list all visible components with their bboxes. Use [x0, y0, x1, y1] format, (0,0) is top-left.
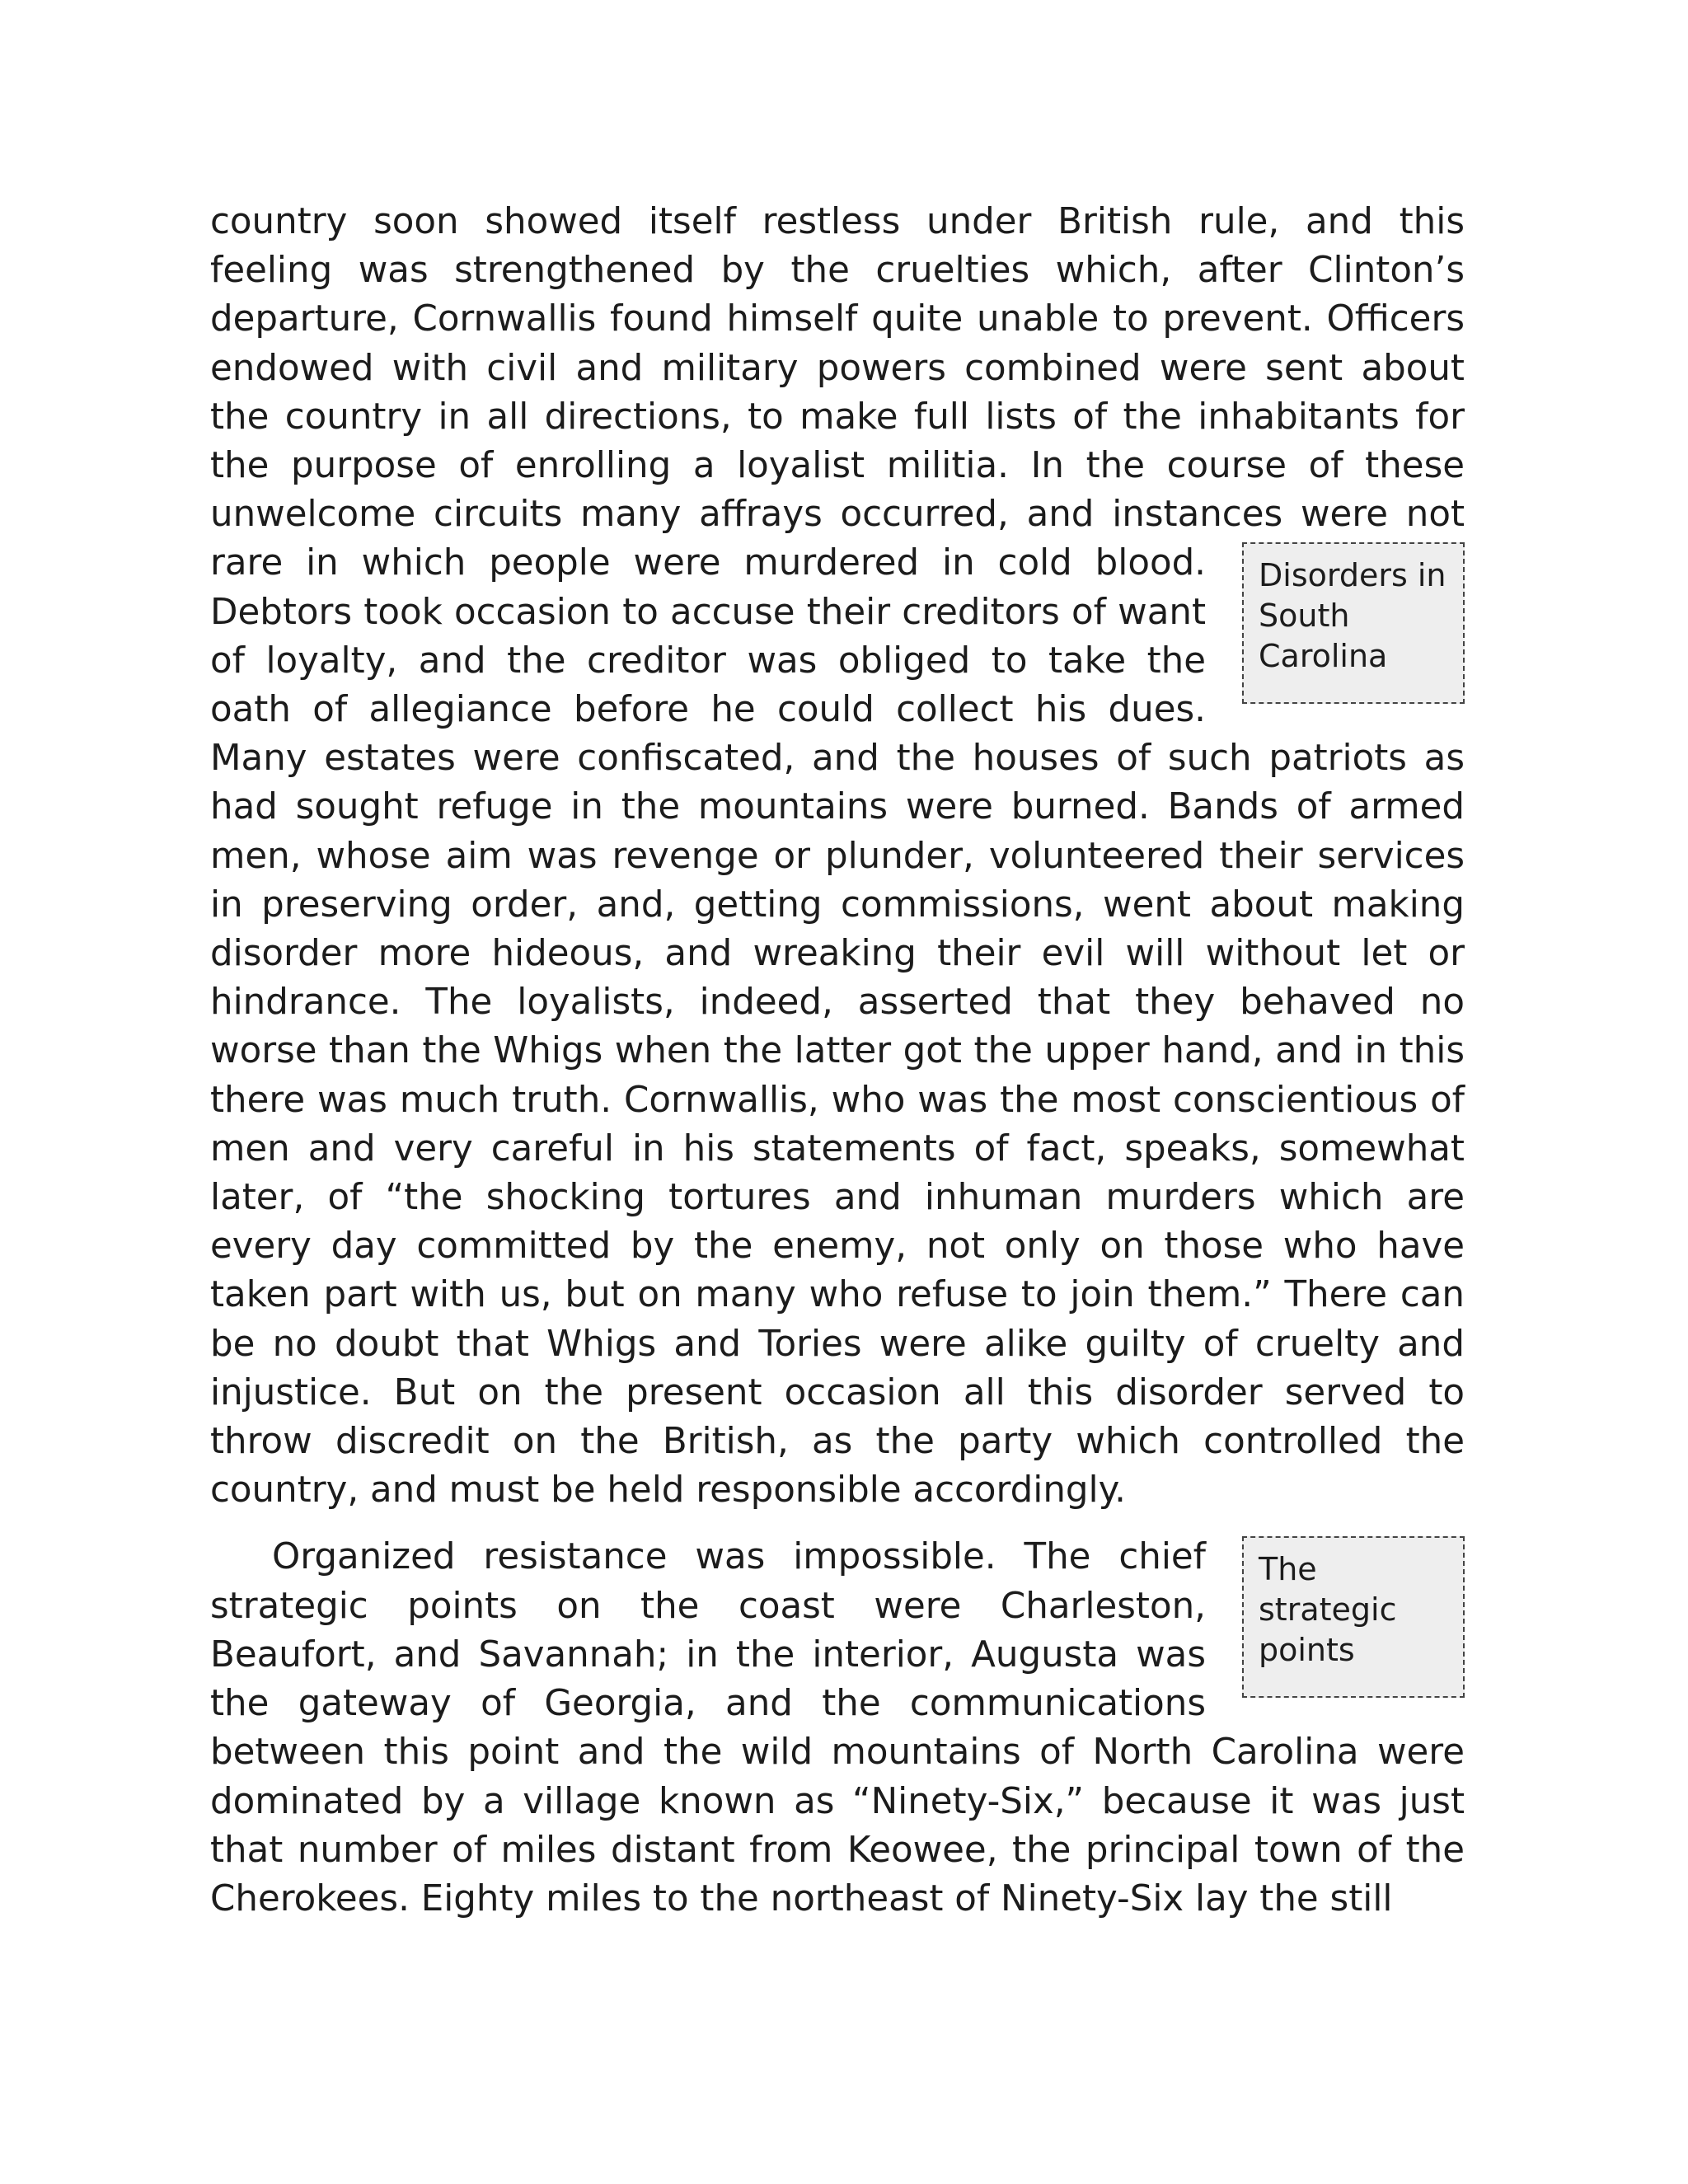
sidenote-strategic-points: The strategic points: [1242, 1536, 1465, 1698]
sidenote-disorders-in-south-carolina: Disorders in South Carolina: [1242, 542, 1465, 704]
page-body: [210, 198, 1465, 1924]
paragraph-disorders: [210, 198, 1465, 1515]
paragraph-strategic-points-text: Organized resistance was impossible. The chief strategic points on the coast were Charleston, Beaufort, and Savannah; in the interior, Augusta was the gateway of Georgia, and the communications between this point and the wild mountains of North Carolina were dominated by a village known as “Ninety-Six,” because it was just that number of miles distant from Keowee, the principal town of the Cherokees. Eighty miles to the northeast of Ninety-Six lay the still: [210, 1536, 1465, 1919]
paragraph-disorders-text-rest: were murdered in cold blood. Debtors took occasion to accuse their creditors of want of loyalty, and the creditor was obliged to take the oath of allegiance before he could collect his dues. Many estates were confiscated, and the houses of such patriots as had sought refuge in the mountains were burned. Bands of armed men, whose aim was revenge or plunder, volunteered their services in preserving order, and, getting commissions, went about making disorder more hideous, and wreaking their evil will without let or hindrance. The loyalists, indeed, asserted that they behaved no worse than the Whigs when the latter got the upper hand, and in this there was much truth. Cornwallis, who was the most conscientious of men and very careful in his statements of fact, speaks, somewhat later, of “the shocking tortures and inhuman murders which are every day committed by the enemy, not only on those who have taken part with us, but on many who refuse to join them.” There can be no doubt that Whigs and Tories were alike guilty of cruelty and injustice. But on the present occasion all this disorder served to throw discredit on the British, as the party which controlled the country, and must be held responsible accordingly.: [210, 542, 1465, 1511]
paragraph-disorders-text-start: country soon showed itself restless under British rule, and this feeling was strengthened by the cruelties which, after Clinton’s departure, Cornwallis found himself quite unable to prevent. Officers endowed with civil and military powers combined were sent about the country in all directions, to make full lists of the inhabitants for the purpose of enrolling a loyalist militia. In the course of these unwelcome circuits many affrays occurred, and instances were not rare in which people: [210, 201, 1465, 584]
paragraph-strategic-points: [210, 1533, 1465, 1924]
